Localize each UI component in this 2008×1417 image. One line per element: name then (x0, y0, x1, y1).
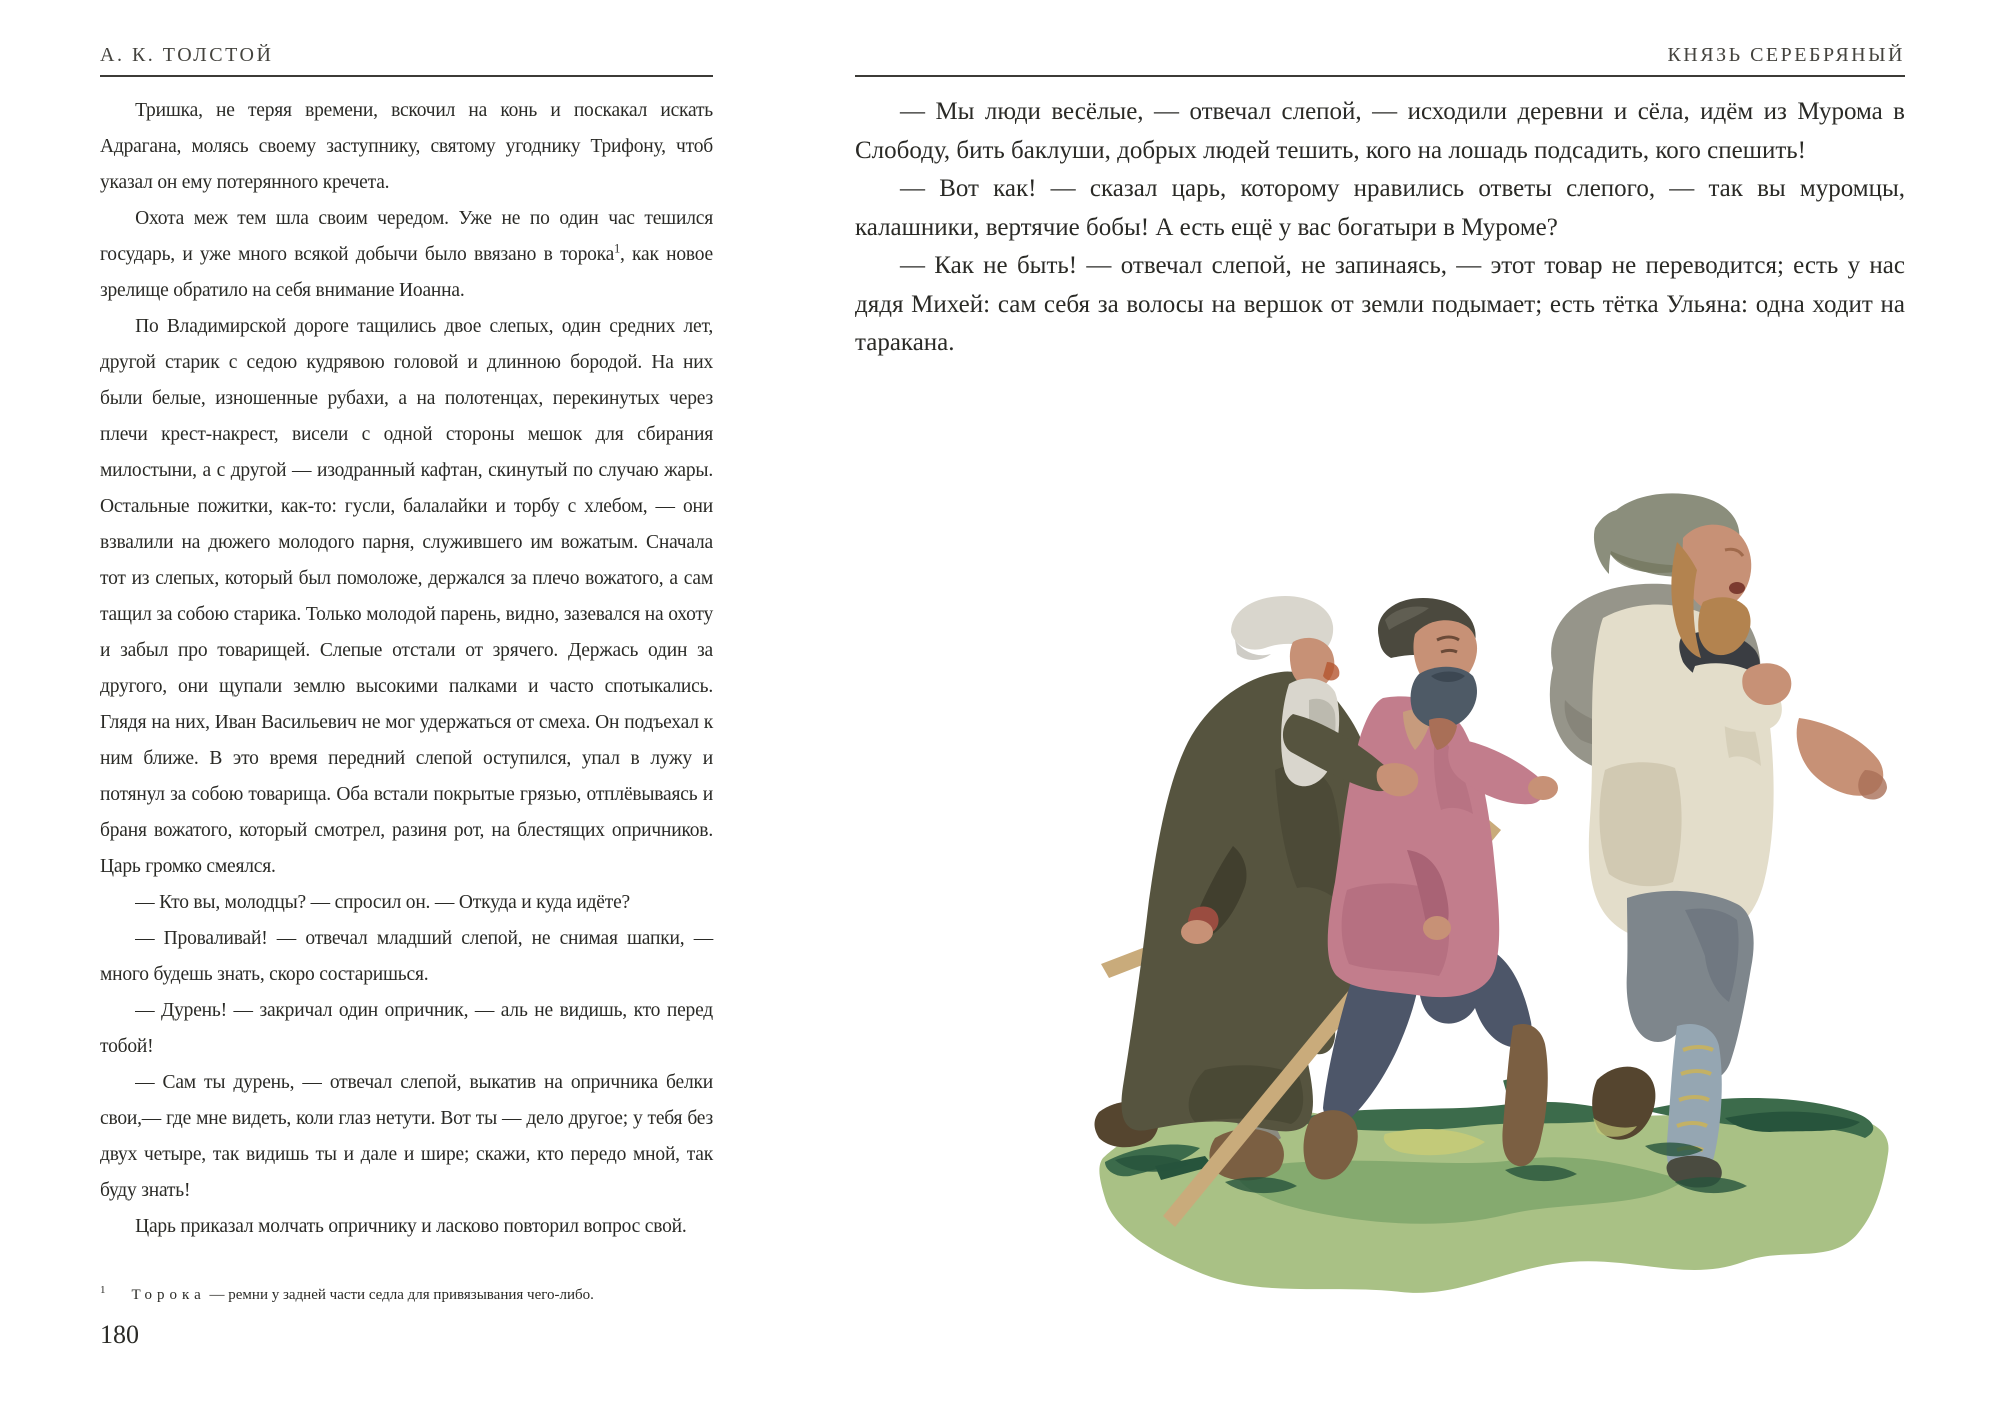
paragraph (855, 93, 1905, 170)
footnote-definition: — ремни у задней части седла для привязывания чего-либо. (209, 1287, 594, 1303)
left-page (100, 44, 713, 1245)
right-page-header (855, 44, 1905, 77)
paragraph-text: Царь приказал молчать опричнику и ласково повторил вопрос свой. (135, 1216, 687, 1237)
paragraph (855, 247, 1905, 363)
paragraph-text: — Мы люди весёлые, — отвечал слепой, — исходили деревни и сёла, идём из Мурома в Слободу, бить баклуши, добрых людей тешить, кого на лошадь подсадить, кого спешить! (855, 98, 1905, 164)
author-running-head: А. К. ТОЛСТОЙ (100, 44, 274, 66)
paragraph-text: — Как не быть! — отвечал слепой, не запинаясь, — этот товар не переводится; есть у нас дядя Михей: сам себя за волосы на вершок от земли подымает; есть тётка Ульяна: одна ходит на таракана. (855, 252, 1905, 356)
paragraph-text: Тришка, не теряя времени, вскочил на конь и поскакал искать Адрагана, молясь своему заступнику, святому угоднику Трифону, чтоб указал он ему потерянного кречета. (100, 100, 713, 193)
paragraph (100, 309, 713, 885)
right-page (855, 44, 1905, 363)
paragraph (100, 885, 713, 921)
paragraph-text: — Проваливай! — отвечал младший слепой, не снимая шапки, — много будешь знать, скоро состаришься. (100, 928, 713, 985)
paragraph-text: — Вот как! — сказал царь, которому нравились ответы слепого, — так вы муромцы, калашники, вертячие бобы! А есть ещё у вас богатыри в Муроме? (855, 175, 1905, 241)
paragraph-text: — Кто вы, молодцы? — спросил он. — Откуда и куда идёте? (135, 892, 630, 913)
paragraph-text: — Дурень! — закричал один опричник, — аль не видишь, кто перед тобой! (100, 1000, 713, 1057)
right-page-text (855, 93, 1905, 363)
paragraph (100, 1065, 713, 1209)
footnote (100, 1284, 713, 1304)
title-running-head: КНЯЗЬ СЕРЕБРЯНЫЙ (1667, 44, 1905, 66)
paragraph-text: — Сам ты дурень, — отвечал слепой, выкатив на опричника белки свои,— где мне видеть, коли глаз нетути. Вот ты — дело другое; у тебя без двух четыре, так видишь ты и дале и шире; скажи, кто передо мной, так буду знать! (100, 1072, 713, 1201)
paragraph-text: По Владимирской дороге тащились двое слепых, один средних лет, другой старик с седою кудрявою головой и длинною бородой. На них были белые, изношенные рубахи, а на полотенцах, перекинутых через плечи крест-накрест, висели с одной стороны мешок для сбирания милостыни, а с другой — изодранный кафтан, скинутый по случаю жары. Остальные пожитки, как-то: гусли, балалайки и торбу с хлебом, — они взвалили на дюжего молодого парня, служившего им вожатым. Сначала тот из слепых, который был помоложе, держался за плечо вожатого, а сам тащил за собою старика. Только молодой парень, видно, зазевался на охоту и забыл про товарищей. Слепые отстали от зрячего. Держась один за другого, они щупали землю высокими палками и часто спотыкались. Глядя на них, Иван Васильевич не мог удержаться от смеха. Он подъехал к ним ближе. В это время передний слепой оступился, упал в лужу и потянул за собою товарища. Оба встали покрытые грязью, отплёвываясь и браня вожатого, который смотрел, разиня рот, на блестящих опричников. Царь громко смеялся. (100, 316, 713, 877)
paragraph-text: Охота меж тем шла своим чередом. Уже не по один час тешился государь, и уже много всякой добычи было ввязано в торока (100, 208, 713, 265)
paragraph-text: , как новое зрелище обратило на себя внимание Иоанна. (100, 244, 713, 301)
paragraph (100, 1209, 713, 1245)
paragraph (100, 993, 713, 1065)
footnote-reference: 1 (614, 241, 620, 256)
left-page-text (100, 93, 713, 1245)
footnote-marker: 1 (100, 1284, 106, 1296)
watercolor-illustration (1085, 470, 1900, 1310)
page-number: 180 (100, 1320, 139, 1349)
paragraph (100, 93, 713, 201)
paragraph (100, 201, 713, 309)
footnote-term: Торока (131, 1287, 206, 1303)
paragraph (100, 921, 713, 993)
left-page-header (100, 44, 713, 77)
guide-figure (1550, 493, 1887, 1187)
paragraph (855, 170, 1905, 247)
